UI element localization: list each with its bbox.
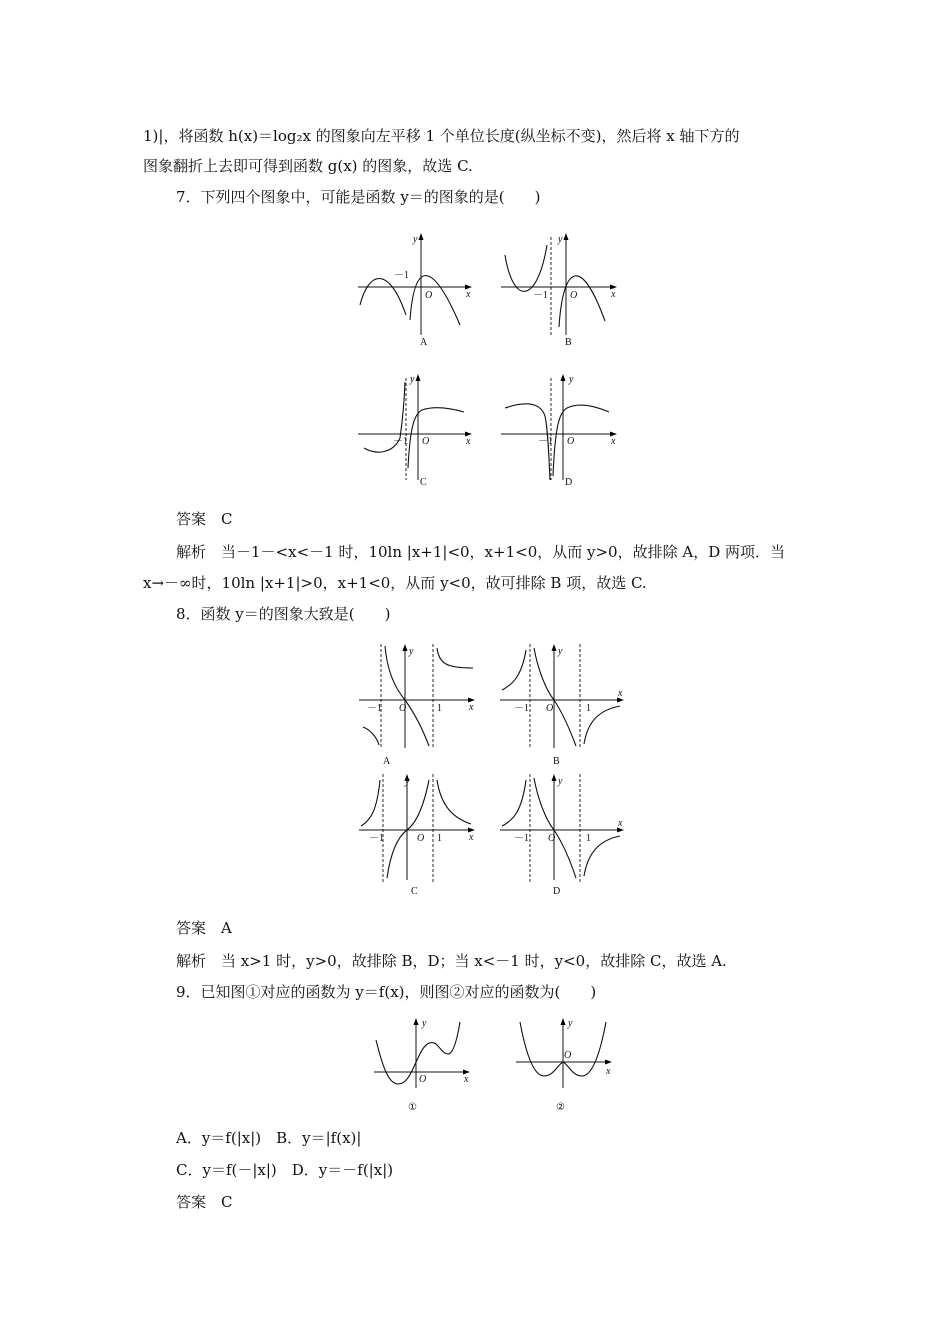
- question-7: 7．下列四个图象中，可能是函数 y＝的图象的是( ): [176, 188, 541, 206]
- answer-8: 答案 A: [176, 919, 232, 937]
- q7-figure-c: [350, 368, 480, 493]
- axis-x-label: x: [464, 1074, 469, 1085]
- axis-y-label: y: [558, 776, 563, 787]
- tick-label-1: 1: [586, 703, 591, 714]
- axis-x-label: x: [611, 289, 616, 300]
- caption-b: B: [565, 337, 572, 348]
- origin-label: O: [564, 1050, 572, 1061]
- origin-label: O: [546, 703, 554, 714]
- q9-figure-1: [368, 1014, 478, 1114]
- caption-c: C: [411, 886, 418, 897]
- axis-x-label: x: [469, 702, 474, 713]
- tick-label-neg1: －1: [393, 436, 408, 447]
- explanation-8: 解析 当 x>1 时，y>0，故排除 B，D；当 x<－1 时，y<0，故排除 C，故选 A.: [176, 952, 727, 970]
- q8-figure-c: [355, 770, 485, 900]
- axis-x-label: x: [466, 289, 471, 300]
- options-9-ab: A．y＝f(|x|) B．y＝|f(x)|: [176, 1129, 362, 1147]
- axis-y-label: y: [422, 1018, 427, 1029]
- axis-y-label: y: [409, 646, 414, 657]
- origin-label: O: [548, 833, 556, 844]
- q7-figure-b: [495, 225, 625, 350]
- axis-y-label: y: [410, 374, 415, 385]
- answer-9: 答案 C: [176, 1193, 233, 1211]
- caption-a: A: [383, 756, 391, 767]
- caption-b: B: [553, 756, 560, 767]
- axis-y-label: y: [405, 776, 410, 787]
- tick-label-neg1: －1: [367, 703, 382, 714]
- options-9-cd: C．y＝f(－|x|) D．y＝－f(|x|): [176, 1161, 394, 1179]
- origin-label: O: [567, 436, 575, 447]
- caption-a: A: [420, 337, 428, 348]
- origin-label: O: [425, 290, 433, 301]
- tick-label-1: 1: [586, 833, 591, 844]
- q8-figure-d: [496, 770, 626, 900]
- answer-7: 答案 C: [176, 510, 233, 528]
- tick-label-neg1: －1: [538, 436, 553, 447]
- origin-label: O: [419, 1074, 427, 1085]
- origin-label: O: [570, 290, 578, 301]
- q7-figure-d: [495, 368, 625, 493]
- explanation-7-line-1: 解析 当－1－<x<－1 时，10ln |x+1|<0，x+1<0，从而 y>0，故排除 A，D 两项．当: [176, 543, 785, 561]
- tick-label-neg1: －1: [394, 270, 409, 281]
- origin-label: O: [399, 703, 407, 714]
- axis-x-label: x: [611, 436, 616, 447]
- question-8: 8．函数 y＝的图象大致是( ): [176, 605, 391, 623]
- q8-figure-b: [496, 640, 626, 770]
- origin-label: O: [422, 436, 430, 447]
- axis-x-label: x: [469, 832, 474, 843]
- axis-x-label: x: [618, 818, 623, 829]
- tick-label-neg1: －1: [369, 833, 384, 844]
- question-9: 9．已知图①对应的函数为 y＝f(x)，则图②对应的函数为( ): [176, 983, 597, 1001]
- explanation-7-line-2: x→－∞时，10ln |x+1|>0，x+1<0，从而 y<0，故可排除 B 项，故选 C.: [143, 574, 647, 592]
- axis-x-label: x: [618, 688, 623, 699]
- tick-label-neg1: －1: [514, 703, 529, 714]
- caption-d: D: [553, 886, 561, 897]
- axis-y-label: y: [568, 1018, 573, 1029]
- q7-figure-a: [350, 225, 480, 350]
- q8-figure-a: [355, 640, 485, 770]
- tick-label-neg1: －1: [533, 290, 548, 301]
- q9-figure-2: [510, 1014, 620, 1114]
- origin-label: O: [417, 833, 425, 844]
- axis-y-label: y: [558, 646, 563, 657]
- text-line-2: 图象翻折上去即可得到函数 g(x) 的图象，故选 C.: [143, 157, 473, 175]
- axis-y-label: y: [413, 234, 418, 245]
- axis-y-label: y: [569, 374, 574, 385]
- tick-label-neg1: －1: [514, 833, 529, 844]
- axis-x-label: x: [466, 436, 471, 447]
- axis-x-label: x: [606, 1066, 611, 1077]
- caption-1: ①: [408, 1102, 417, 1113]
- text-line-1: 1)|，将函数 h(x)＝log₂x 的图象向左平移 1 个单位长度(纵坐标不变)，然后将 x 轴下方的: [143, 127, 740, 145]
- axis-y-label: y: [558, 234, 563, 245]
- tick-label-1: 1: [437, 833, 442, 844]
- tick-label-1: 1: [437, 703, 442, 714]
- caption-c: C: [420, 477, 427, 488]
- caption-d: D: [565, 477, 573, 488]
- caption-2: ②: [556, 1102, 565, 1113]
